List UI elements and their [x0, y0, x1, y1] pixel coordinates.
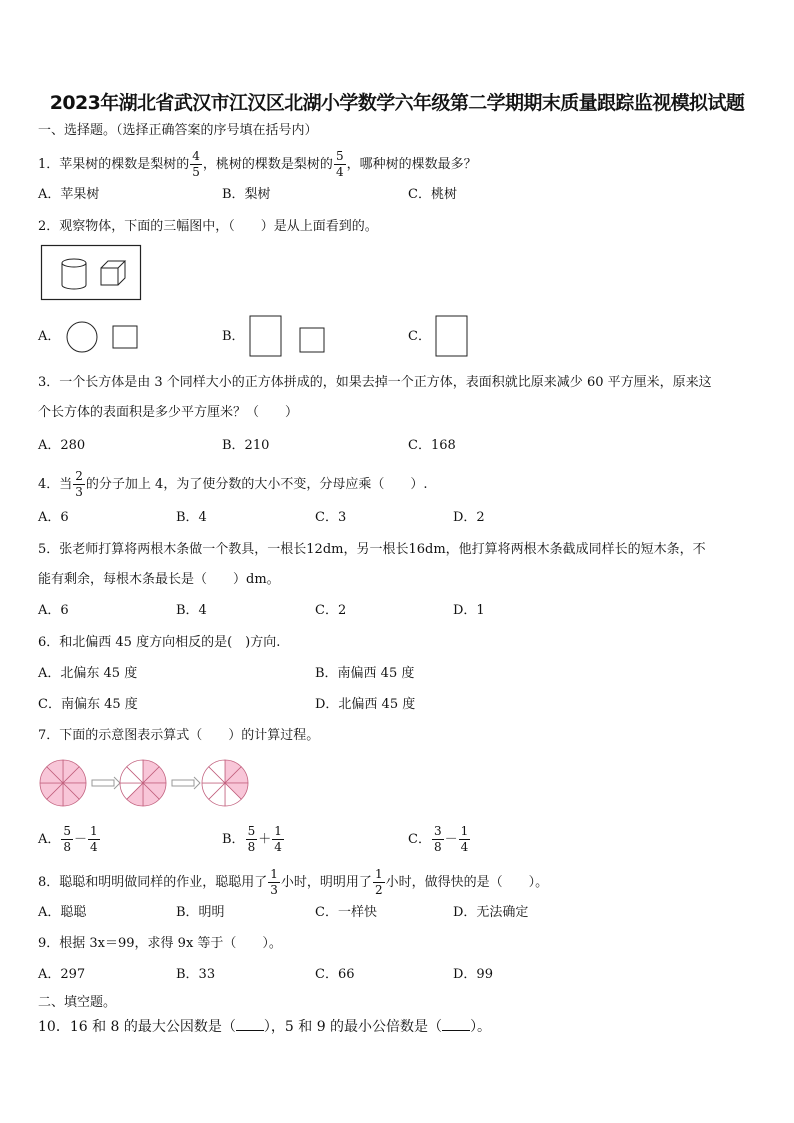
q3-option-a[interactable]: A．280 [38, 438, 86, 453]
q2-option-a-figure [66, 322, 146, 354]
fraction: $\frac{1}{2}$ [374, 867, 383, 897]
question-10: 10．16 和 8 的最大公因数是（ ），5 和 9 的最小公倍数是（ ）。 [38, 1019, 492, 1035]
question-7: 7．下面的示意图表示算式（ ）的计算过程。 [38, 728, 320, 743]
q2-option-a[interactable]: A． [38, 329, 61, 344]
pie-circle-3 [202, 760, 248, 806]
q6-option-a[interactable]: A．北偏东 45 度 [38, 666, 138, 681]
q3-option-c[interactable]: C．168 [408, 438, 456, 453]
q9-option-a[interactable]: A．297 [38, 967, 86, 982]
fraction: $\frac{4}{5}$ [192, 149, 200, 179]
q1-option-a[interactable]: A．苹果树 [38, 187, 100, 202]
q8-option-d[interactable]: D．无法确定 [453, 905, 529, 920]
q7-option-c[interactable]: C． $\frac{3}{8}$ － $\frac{1}{4}$ [408, 824, 469, 854]
q4-option-d[interactable]: D．2 [453, 510, 485, 525]
arrow-right-icon-1 [92, 777, 120, 789]
q8-option-c[interactable]: C．一样快 [315, 905, 377, 920]
fraction: $\frac{1}{3}$ [270, 867, 278, 897]
question-2: 2．观察物体，下面的三幅图中，（ ）是从上面看到的。 [38, 219, 378, 234]
q4-option-a[interactable]: A．6 [38, 510, 69, 525]
pie-circle-2 [120, 760, 166, 806]
q4-option-c[interactable]: C．3 [315, 510, 347, 525]
question-5-line-2: 能有剩余，每根木条最长是（ ）dm。 [38, 572, 280, 587]
q2-option-b[interactable]: B． [222, 329, 245, 344]
q8-option-a[interactable]: A．聪聪 [38, 905, 87, 920]
q6-option-b[interactable]: B．南偏西 45 度 [315, 666, 415, 681]
pie-circle-1 [40, 760, 86, 806]
q4-option-b[interactable]: B．4 [176, 510, 207, 525]
q2-option-b-figure [249, 315, 329, 357]
question-3-line-1: 3．一个长方体是由 3 个同样大小的正方体拼成的，如果去掉一个正方体，表面积就比原来减少 60 平方厘米，原来这 [38, 375, 712, 390]
q8-option-b[interactable]: B．明明 [176, 905, 225, 920]
cylinder-shape [62, 259, 86, 289]
fraction: $\frac{1}{4}$ [460, 824, 469, 854]
q1-option-c[interactable]: C．桃树 [408, 187, 457, 202]
fraction: $\frac{5}{8}$ [247, 824, 256, 854]
q9-option-c[interactable]: C．66 [315, 967, 355, 982]
question-3-line-2: 个长方体的表面积是多少平方厘米？（ ） [38, 405, 299, 420]
q5-option-c[interactable]: C．2 [315, 603, 347, 618]
arrow-right-icon-2 [172, 777, 200, 789]
q9-option-b[interactable]: B．33 [176, 967, 216, 982]
fraction: $\frac{5}{8}$ [63, 824, 72, 854]
q9-option-d[interactable]: D．99 [453, 967, 493, 982]
q6-option-c[interactable]: C．南偏东 45 度 [38, 697, 138, 712]
question-9: 9．根据 3x＝99，求得 9x 等于（ ）。 [38, 936, 282, 951]
q7-option-a[interactable]: A． $\frac{5}{8}$ － $\frac{1}{4}$ [38, 824, 98, 854]
question-1: 1．苹果树的棵数是梨树的 $\frac{4}{5}$ ，桃树的棵数是梨树的 $\frac{5}{4}$ ，哪种树的棵数最多？ [38, 149, 477, 179]
fraction: $\frac{1}{4}$ [274, 824, 282, 854]
fraction: $\frac{5}{4}$ [335, 149, 344, 179]
fraction: $\frac{1}{4}$ [90, 824, 98, 854]
q5-option-d[interactable]: D．1 [453, 603, 485, 618]
question-4: 4．当 $\frac{2}{3}$ 的分子加上 4，为了使分数的大小不变，分母应乘（ ）. [38, 469, 428, 499]
q2-option-c[interactable]: C． [408, 329, 431, 344]
q5-option-a[interactable]: A．6 [38, 603, 69, 618]
pie-diagram [38, 756, 258, 812]
q7-option-b[interactable]: B． $\frac{5}{8}$ ＋ $\frac{1}{4}$ [222, 824, 282, 854]
fraction: $\frac{3}{8}$ [433, 824, 442, 854]
q6-option-d[interactable]: D．北偏西 45 度 [315, 697, 416, 712]
section-1-heading: 一、选择题。（选择正确答案的序号填在括号内） [38, 123, 318, 138]
q1-option-b[interactable]: B．梨树 [222, 187, 271, 202]
q3-option-b[interactable]: B．210 [222, 438, 270, 453]
objects-figure [41, 245, 141, 301]
question-6: 6．和北偏西 45 度方向相反的是( )方向. [38, 635, 281, 650]
q2-option-c-figure [435, 315, 471, 357]
question-5-line-1: 5．张老师打算将两根木条做一个教具，一根长12dm，另一根长16dm，他打算将两根木条截成同样长的短木条，不 [38, 542, 706, 557]
answer-blank-2[interactable] [442, 1018, 470, 1031]
cube-shape [101, 261, 125, 285]
section-2-heading: 二、填空题。 [38, 995, 117, 1010]
fraction: $\frac{2}{3}$ [75, 469, 83, 499]
answer-blank-1[interactable] [236, 1018, 264, 1031]
q5-option-b[interactable]: B．4 [176, 603, 207, 618]
question-8: 8．聪聪和明明做同样的作业，聪聪用了 $\frac{1}{3}$ 小时，明明用了 $\frac{1}{2}$ 小时，做得快的是（ ）。 [38, 867, 549, 897]
page-title: 2023年湖北省武汉市江汉区北湖小学数学六年级第二学期期末质量跟踪监视模拟试题 [49, 92, 745, 114]
